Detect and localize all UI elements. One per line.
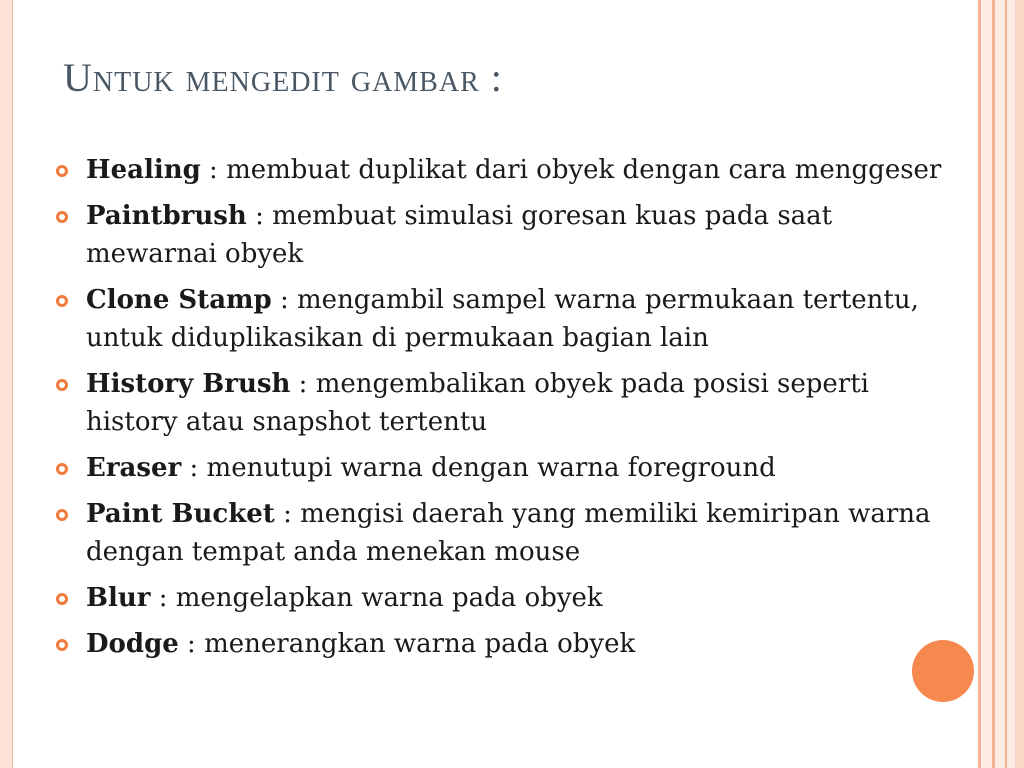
bullet-icon bbox=[56, 295, 68, 307]
list-item bbox=[56, 495, 956, 571]
item-term: Eraser bbox=[86, 453, 182, 483]
list-item bbox=[56, 625, 956, 663]
list-item bbox=[56, 365, 956, 441]
item-description: : mengambil sampel warna permukaan tertentu, untuk diduplikasikan di permukaan bagian lain bbox=[86, 285, 919, 353]
bullet-icon bbox=[56, 509, 68, 521]
bullet-icon bbox=[56, 211, 68, 223]
item-term: Healing bbox=[86, 155, 201, 185]
list-item bbox=[56, 579, 956, 617]
list-item bbox=[56, 281, 956, 357]
bullet-icon bbox=[56, 639, 68, 651]
stripe bbox=[1005, 0, 1007, 768]
bullet-icon bbox=[56, 593, 68, 605]
item-description: : mengembalikan obyek pada posisi seperti history atau snapshot tertentu bbox=[86, 369, 869, 437]
item-term: Clone Stamp bbox=[86, 285, 272, 315]
item-term: Blur bbox=[86, 583, 151, 613]
right-stripes-decoration bbox=[978, 0, 1024, 768]
item-description: : mengelapkan warna pada obyek bbox=[150, 583, 603, 613]
item-term: Paintbrush bbox=[86, 201, 247, 231]
stripe bbox=[1015, 0, 1024, 768]
item-term: Paint Bucket bbox=[86, 499, 275, 529]
bullet-icon bbox=[56, 463, 68, 475]
item-term: History Brush bbox=[86, 369, 291, 399]
item-description: : membuat simulasi goresan kuas pada saat mewarnai obyek bbox=[86, 201, 833, 269]
list-item bbox=[56, 151, 956, 189]
item-description: : membuat duplikat dari obyek dengan cara menggeser bbox=[200, 155, 942, 185]
list-item bbox=[56, 449, 956, 487]
list-item bbox=[56, 197, 956, 273]
item-description: : menerangkan warna pada obyek bbox=[178, 629, 636, 659]
stripe bbox=[992, 0, 995, 768]
item-description: : mengisi daerah yang memiliki kemiripan warna dengan tempat anda menekan mouse bbox=[86, 499, 931, 567]
left-border-decoration bbox=[0, 0, 13, 768]
stripe bbox=[978, 0, 981, 768]
item-description: : menutupi warna dengan warna foreground bbox=[181, 453, 776, 483]
bullet-icon bbox=[56, 379, 68, 391]
slide-title: Untuk mengedit gambar : bbox=[63, 55, 503, 100]
item-term: Dodge bbox=[86, 629, 179, 659]
bullet-icon bbox=[56, 165, 68, 177]
bullet-list bbox=[56, 151, 956, 671]
